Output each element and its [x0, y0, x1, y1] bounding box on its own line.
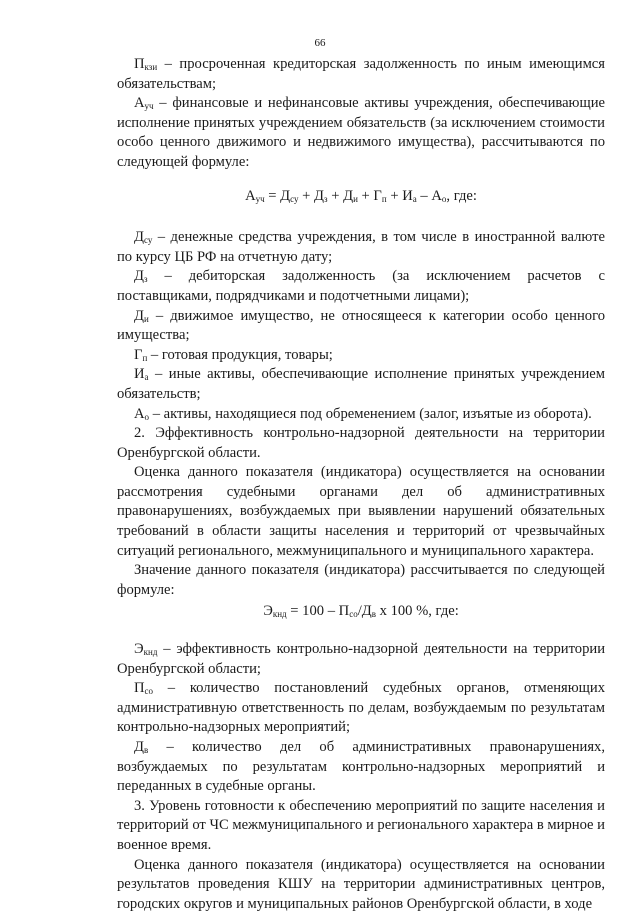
- definition-p-kzi: $П_{кзи}$ – просроченная кредиторская задолженность по иным имеющимся обязательствам;: [117, 56, 605, 92]
- definition-a-o: $А_о$ – активы, находящиеся под обременением (залог, изъятые из оборота).: [134, 405, 592, 422]
- definition-d-z: $Д_з$ – дебиторская задолженность (за исключением расчетов с поставщиками, подрядчиками и подотчетными лицами);: [117, 268, 605, 304]
- formula-efficiency: $Э_{кнд} = 100 - П_{со}/Д_в$ х 100 %, где:: [263, 603, 459, 620]
- section-3-paragraph-1: Оценка данного показателя (индикатора) осуществляется на основании результатов проведения КШУ на территории административных центров, городских округов и муниципальных районов Оренбургской области, в ходе: [117, 856, 605, 912]
- page-content: [117, 55, 605, 914]
- definition-a-uch: $А_{уч}$ – финансовые и нефинансовые активы учреждения, обеспечивающие исполнение принятых учреждением обязательств (за исключением стоимости особо ценного движимого и недвижимого имущества), рассчитываются по следующей формуле:: [117, 95, 605, 170]
- definition-d-i: $Д_и$ – движимое имущество, не относящееся к категории особо ценного имущества;: [117, 307, 605, 344]
- section-2-paragraph-1: Оценка данного показателя (индикатора) осуществляется на основании рассмотрения судебными органами дел об административных правонарушениях, возбуждаемых при выявлении нарушений обязательных требований в области защиты населения и территорий от чрезвычайных ситуаций регионального, межмуниципального и муниципального характера.: [117, 464, 605, 559]
- definition-i-a: $И_а$ – иные активы, обеспечивающие исполнение принятых учреждением обязательств;: [117, 366, 605, 402]
- definition-d-su: $Д_{су}$ – денежные средства учреждения, в том числе в иностранной валюте по курсу ЦБ РФ на отчетную дату;: [117, 229, 605, 265]
- page-number: 66: [314, 37, 326, 49]
- section-3-title: 3. Уровень готовности к обеспечению мероприятий по защите населения и территорий от ЧС межмуниципального и регионального характера в мирное и военное время.: [117, 797, 605, 853]
- formula-assets: $А_{уч} = Д_{су} + Д_з + Д_и + Г_п + И_а - А_о$, где:: [245, 187, 477, 204]
- section-2-title: 2. Эффективность контрольно-надзорной деятельности на территории Оренбургской области.: [117, 425, 605, 461]
- section-2-paragraph-2: Значение данного показателя (индикатора) рассчитывается по следующей формуле:: [117, 562, 605, 598]
- definition-g-p: $Г_п$ – готовая продукция, товары;: [134, 346, 333, 363]
- definition-d-v: $Д_в$ – количество дел об административных правонарушениях, возбуждаемых по результатам контрольно-надзорных мероприятий и переданных в судебные органы.: [117, 739, 605, 795]
- definition-p-so: $П_{со}$ – количество постановлений судебных органов, отменяющих административную ответственность по делам, возбуждаемым по результатам контрольно-надзорных мероприятий;: [117, 680, 605, 736]
- definition-e-knd: $Э_{кнд}$ – эффективность контрольно-надзорной деятельности на территории Оренбургской области;: [117, 641, 605, 677]
